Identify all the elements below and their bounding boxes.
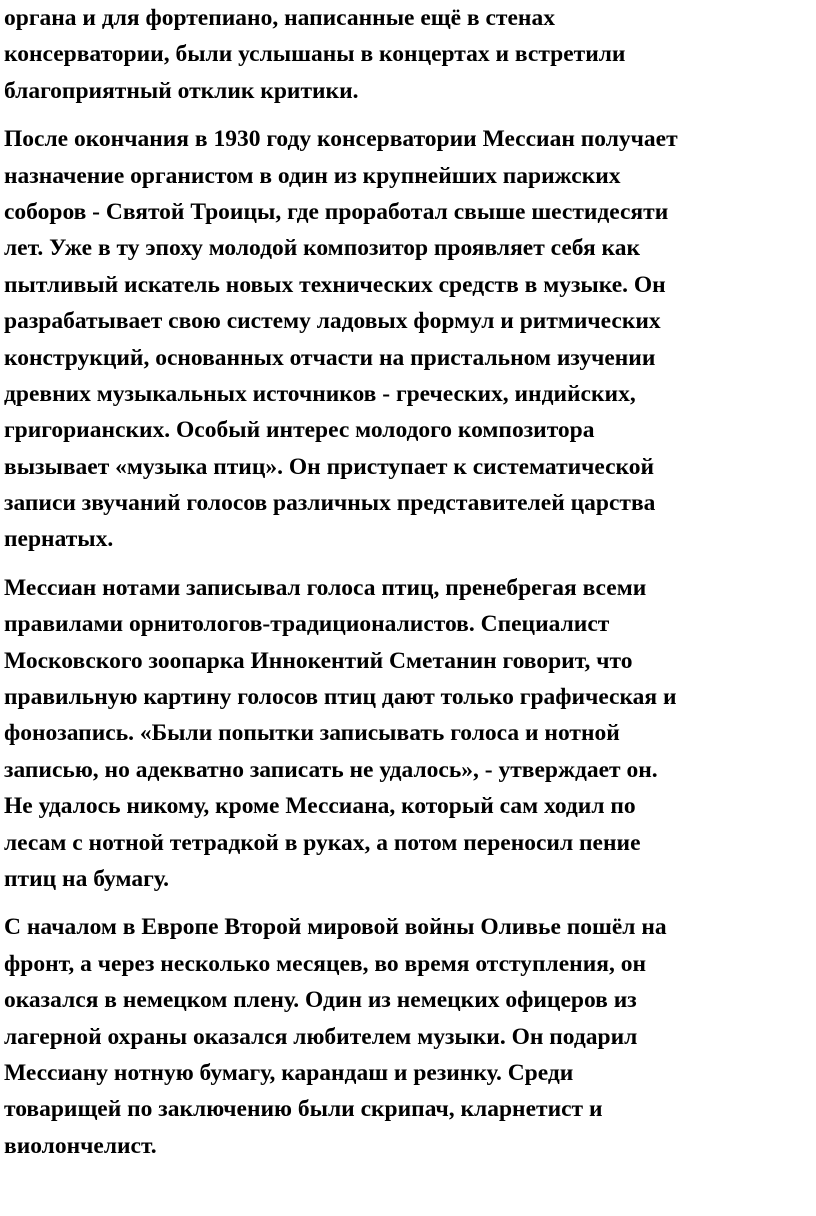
text-line: лагерной охраны оказался любителем музыки. Он подарил: [4, 1023, 638, 1050]
paragraph-2: [4, 121, 812, 558]
text-line: органа и для фортепиано, написанные ещё в стенах: [4, 5, 555, 31]
text-line: пернатых.: [4, 526, 114, 553]
text-line: лет. Уже в ту эпоху молодой композитор проявляет себя как: [4, 235, 641, 262]
text-line: назначение органистом в один из крупнейших парижских: [4, 162, 621, 189]
text-line: пытливый искатель новых технических средств в музыке. Он: [4, 271, 666, 298]
text-line: записи звучаний голосов различных представителей царства: [4, 490, 656, 517]
text-line: разрабатывает свою систему ладовых формул и ритмических: [4, 308, 661, 335]
text-line: конструкций, основанных отчасти на пристальном изучении: [4, 344, 656, 371]
paragraph-3: [4, 570, 812, 898]
text-line: Московского зоопарка Иннокентий Сметанин говорит, что: [4, 647, 633, 674]
text-line: правилами орнитологов-традиционалистов. Специалист: [4, 611, 610, 638]
text-line: древних музыкальных источников - греческих, индийских,: [4, 380, 636, 407]
text-line: соборов - Святой Троицы, где проработал свыше шестидесяти: [4, 198, 669, 225]
text-line: С началом в Европе Второй мировой войны Оливье пошёл на: [4, 914, 667, 941]
document-page: [4, 0, 812, 1176]
text-line: благоприятный отклик критики.: [4, 77, 359, 104]
text-line: птиц на бумагу.: [4, 865, 170, 892]
paragraph-4: [4, 909, 812, 1164]
text-line: правильную картину голосов птиц дают только графическая и: [4, 684, 677, 711]
paragraph-1: [4, 0, 812, 109]
text-line: консерватории, были услышаны в концертах и встретили: [4, 41, 626, 68]
text-line: виолончелист.: [4, 1132, 157, 1159]
text-line: вызывает «музыка птиц». Он приступает к систематической: [4, 453, 655, 480]
text-line: Мессиану нотную бумагу, карандаш и резинку. Среди: [4, 1059, 574, 1086]
text-line: лесам с нотной тетрадкой в руках, а потом переносил пение: [4, 829, 641, 856]
text-line: григорианских. Особый интерес молодого композитора: [4, 417, 595, 444]
text-line: записью, но адекватно записать не удалось», - утверждает он.: [4, 756, 658, 783]
text-line: фронт, а через несколько месяцев, во время отступления, он: [4, 950, 646, 977]
text-line: фонозапись. «Были попытки записывать голоса и нотной: [4, 720, 620, 747]
text-line: оказался в немецком плену. Один из немецких офицеров из: [4, 987, 637, 1014]
text-line: Не удалось никому, кроме Мессиана, который сам ходил по: [4, 793, 636, 820]
text-line: товарищей по заключению были скрипач, кларнетист и: [4, 1096, 603, 1123]
text-line: Мессиан нотами записывал голоса птиц, пренебрегая всеми: [4, 574, 647, 601]
text-line: После окончания в 1930 году консерватории Мессиан получает: [4, 126, 678, 153]
